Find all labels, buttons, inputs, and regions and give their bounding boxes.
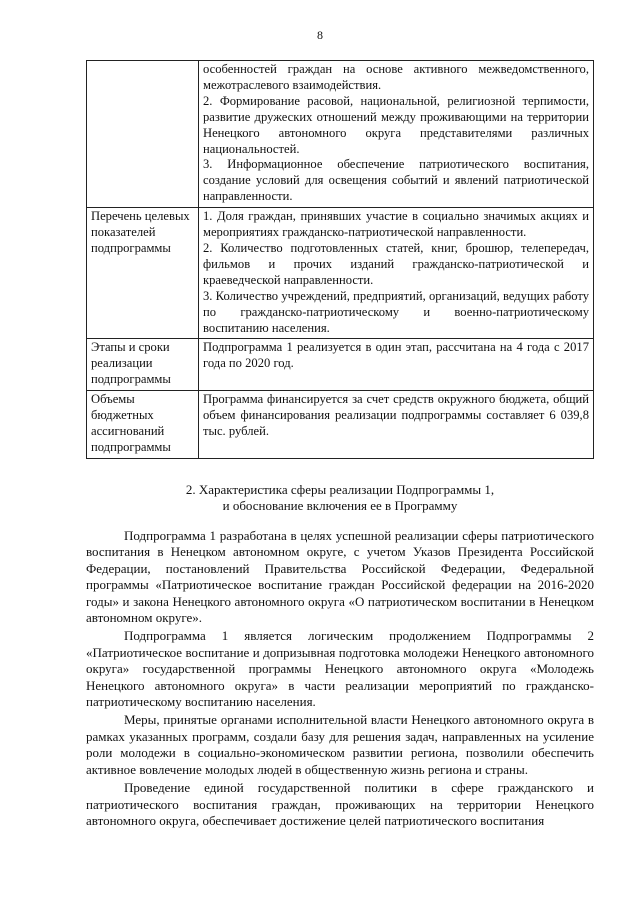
- table-row: [87, 61, 594, 208]
- table-row: [87, 208, 594, 339]
- row-content: [199, 208, 594, 339]
- content-item: Подпрограмма 1 реализуется в один этап, рассчитана на 4 года с 2017 года по 2020 год.: [203, 340, 589, 371]
- row-content: [199, 61, 594, 208]
- subprogram-passport-table: [86, 60, 594, 459]
- body-paragraph: Проведение единой государственной политики в сфере гражданского и патриотического воспитания граждан, проживающих на территории Ненецкого автономного округа, обеспечивает достижение целей патриотического воспитания: [86, 780, 594, 828]
- section-body: [86, 528, 594, 831]
- content-item: 1. Доля граждан, принявших участие в социально значимых акциях и мероприятиях гражданско-патриотической направленности.: [203, 209, 589, 240]
- section-heading: [86, 482, 594, 514]
- row-label: Этапы и сроки реализации подпрограммы: [87, 339, 199, 391]
- body-paragraph: Подпрограмма 1 разработана в целях успешной реализации сферы патриотического воспитания в Ненецком автономном округе, с учетом Указов Президента Российской Федерации, постановлений Правительства Российской Федерации, Федеральной программы «Патриотическое воспитание граждан Российской федерации на 2016-2020 годы» и закона Ненецкого автономного округа «О патриотическом воспитании в Ненецком автономном округе».: [86, 528, 594, 626]
- section-heading-line: и обоснование включения ее в Программу: [222, 498, 458, 513]
- row-label: Объемы бюджетных ассигнований подпрограммы: [87, 391, 199, 459]
- section-heading-line: 2. Характеристика сферы реализации Подпрограммы 1,: [185, 482, 495, 497]
- row-content: [199, 391, 594, 459]
- content-item: 3. Количество учреждений, предприятий, организаций, ведущих работу по гражданско-патриотическому и военно-патриотическому воспитанию населения.: [203, 288, 589, 335]
- content-item: 3. Информационное обеспечение патриотического воспитания, создание условий для освещения событий и явлений патриотической направленности.: [203, 157, 589, 204]
- row-content: [199, 339, 594, 391]
- row-label: Перечень целевых показателей подпрограммы: [87, 208, 199, 339]
- page-number: 8: [317, 28, 323, 42]
- table-row: [87, 339, 594, 391]
- content-item: 2. Формирование расовой, национальной, религиозной терпимости, развитие дружеских отношений между проживающими на территории Ненецкого автономного округа представителями различных национальностей.: [203, 93, 589, 156]
- content-item: Программа финансируется за счет средств окружного бюджета, общий объем финансирования реализации подпрограммы составляет 6 039,8 тыс. рублей.: [203, 392, 589, 438]
- table-row: [87, 391, 594, 459]
- content-item: 2. Количество подготовленных статей, книг, брошюр, телепередач, фильмов и прочих изданий гражданско-патриотической и краеведческой направленности.: [203, 240, 589, 287]
- row-label: [87, 61, 199, 208]
- body-paragraph: Меры, принятые органами исполнительной власти Ненецкого автономного округа в рамках указанных программ, создали базу для решения задач, направленных на усиление роли молодежи в социально-экономическом развитии региона, позволили обеспечить активное вовлечение молодых людей в общественную жизнь региона и страны.: [86, 712, 594, 777]
- body-paragraph: Подпрограмма 1 является логическим продолжением Подпрограммы 2 «Патриотическое воспитание и допризывная подготовка молодежи Ненецкого автономного округа» государственной программы Ненецкого автономного округа «Молодежь Ненецкого автономного округа» в части реализации мероприятий по гражданско-патриотическому воспитанию населения.: [86, 628, 594, 710]
- content-item: особенностей граждан на основе активного межведомственного, межотраслевого взаимодействия.: [203, 62, 589, 92]
